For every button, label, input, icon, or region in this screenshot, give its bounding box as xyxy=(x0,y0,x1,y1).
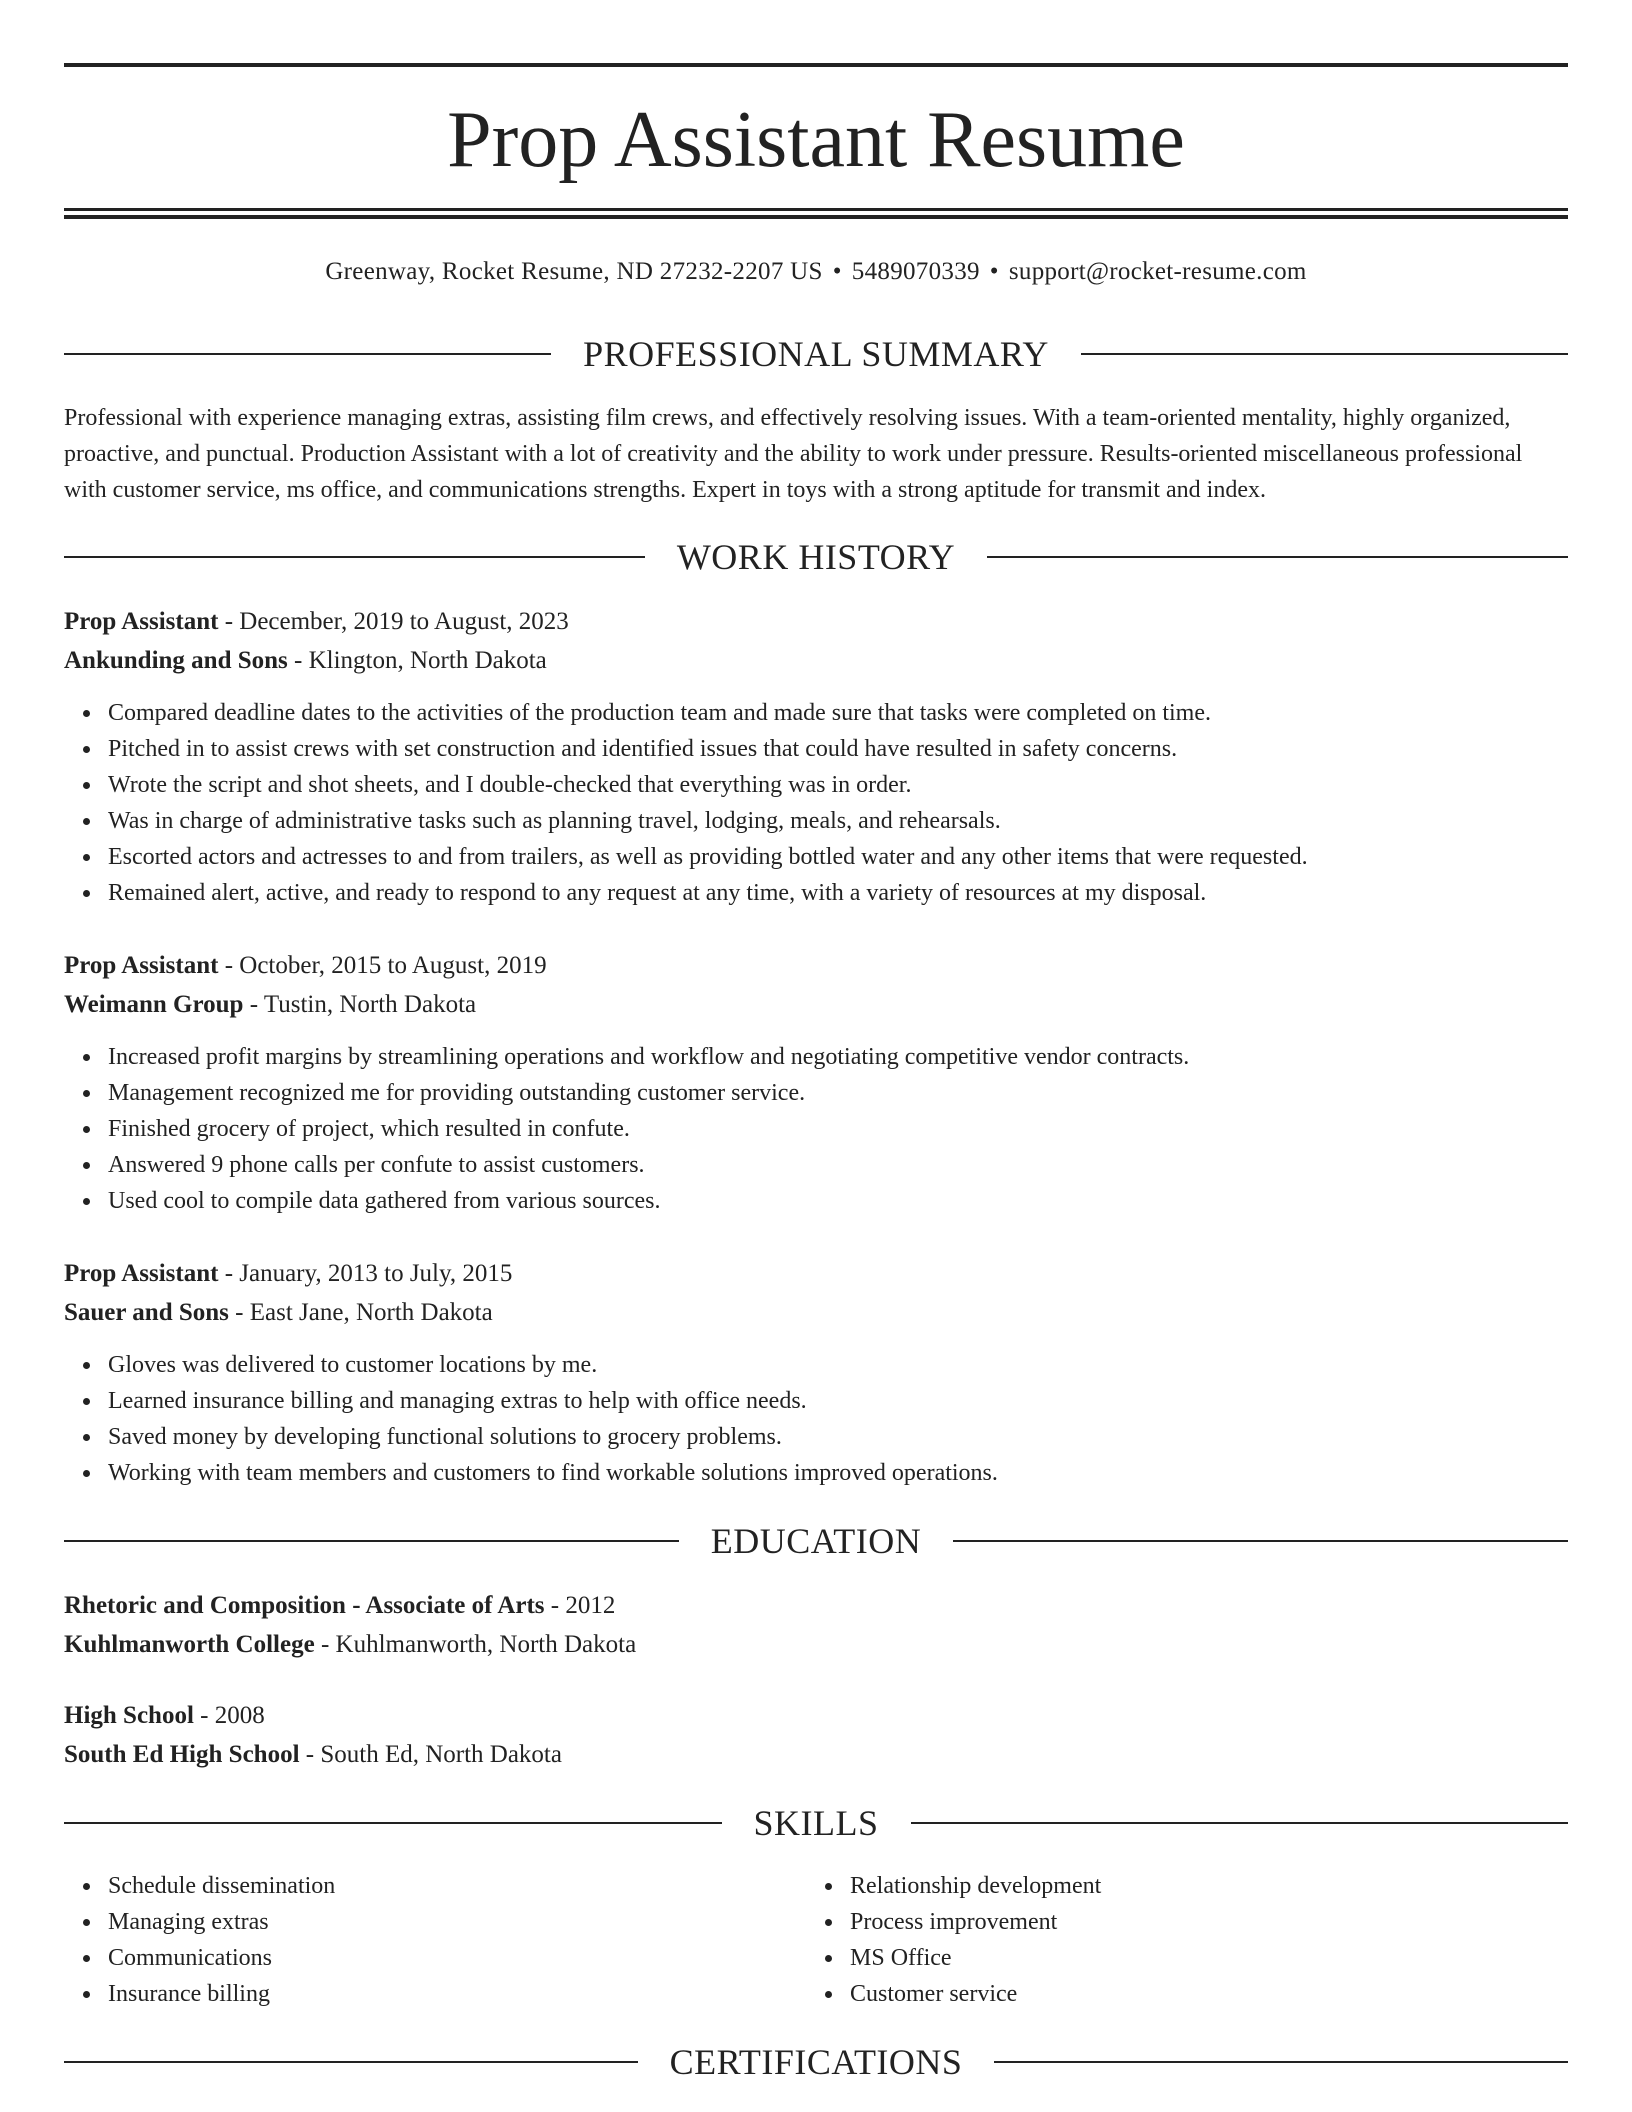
education-degree-line xyxy=(64,1696,1568,1735)
job-dates: - October, 2015 to August, 2019 xyxy=(218,952,547,979)
list-item: Finished grocery of project, which resulted in confute. xyxy=(64,1111,1568,1147)
contact-separator: • xyxy=(832,258,842,285)
job-company-line xyxy=(64,985,1568,1024)
education-degree: Rhetoric and Composition - Associate of Arts xyxy=(64,1592,545,1619)
list-item: Increased profit margins by streamlining operations and workflow and negotiating competitive vendor contracts. xyxy=(64,1039,1568,1075)
list-item: Learned insurance billing and managing extras to help with office needs. xyxy=(64,1383,1568,1419)
heading-rule-left xyxy=(64,556,645,558)
section-heading-education xyxy=(64,1519,1568,1563)
top-rule xyxy=(64,63,1568,67)
job-location: - Tustin, North Dakota xyxy=(243,991,477,1018)
title-rule-lower xyxy=(64,215,1568,219)
education-year: - 2012 xyxy=(544,1592,616,1619)
heading-rule-right xyxy=(911,1822,1569,1824)
contact-address: Greenway, Rocket Resume, ND 27232-2207 US xyxy=(325,258,823,285)
list-item: Remained alert, active, and ready to respond to any request at any time, with a variety of resources at my disposal. xyxy=(64,875,1568,911)
list-item: Escorted actors and actresses to and from trailers, as well as providing bottled water and any other items that were requested. xyxy=(64,839,1568,875)
heading-rule-left xyxy=(64,2061,638,2063)
section-heading-work-history xyxy=(64,535,1568,579)
job-location: - East Jane, North Dakota xyxy=(228,1299,493,1326)
education-year: - 2008 xyxy=(193,1702,265,1729)
education-school-line xyxy=(64,1735,1568,1774)
job-title-line xyxy=(64,602,1568,641)
skills-bullets xyxy=(806,1868,1548,2012)
education-degree-line xyxy=(64,1586,1568,1625)
job-bullets xyxy=(64,695,1568,911)
list-item: Compared deadline dates to the activities of the production team and made sure that tasks were completed on time. xyxy=(64,695,1568,731)
job-title: Prop Assistant xyxy=(64,608,219,635)
section-title: WORK HISTORY xyxy=(676,537,956,577)
education-school: Kuhlmanworth College xyxy=(64,1631,315,1658)
list-item: Wrote the script and shot sheets, and I double-checked that everything was in order. xyxy=(64,767,1568,803)
education-school-line xyxy=(64,1625,1568,1664)
skill-item: Insurance billing xyxy=(64,1976,806,2012)
education-entry xyxy=(64,1586,1568,1664)
job-company: Sauer and Sons xyxy=(64,1299,229,1326)
job-company-line xyxy=(64,1293,1568,1332)
list-item: Management recognized me for providing outstanding customer service. xyxy=(64,1075,1568,1111)
job-title-line xyxy=(64,1254,1568,1293)
job-location: - Klington, North Dakota xyxy=(287,647,547,674)
job-title: Prop Assistant xyxy=(64,952,219,979)
heading-rule-right xyxy=(987,556,1568,558)
section-title: PROFESSIONAL SUMMARY xyxy=(583,334,1049,374)
contact-phone: 5489070339 xyxy=(851,258,980,285)
section-title: EDUCATION xyxy=(710,1521,922,1561)
section-heading-skills xyxy=(64,1801,1568,1845)
section-title: CERTIFICATIONS xyxy=(669,2042,963,2082)
skill-item: Schedule dissemination xyxy=(64,1868,806,1904)
list-item: Gloves was delivered to customer locations by me. xyxy=(64,1347,1568,1383)
section-heading-certifications xyxy=(64,2040,1568,2084)
job-title: Prop Assistant xyxy=(64,1260,219,1287)
job-dates: - January, 2013 to July, 2015 xyxy=(218,1260,513,1287)
skill-item: Managing extras xyxy=(64,1904,806,1940)
summary-text: Professional with experience managing extras, assisting film crews, and effectively resolving issues. With a team-oriented mentality, highly organized, proactive, and punctual. Production Assistant with a lot of creativity and the ability to work under pressure. Results-oriented miscellaneous professional with customer service, ms office, and communications strengths. Expert in toys with a strong aptitude for transmit and index. xyxy=(64,405,1523,503)
job-bullets xyxy=(64,1347,1568,1491)
job-bullets xyxy=(64,1039,1568,1219)
skill-item: Customer service xyxy=(806,1976,1548,2012)
education-location: - Kuhlmanworth, North Dakota xyxy=(314,1631,637,1658)
skills-list xyxy=(64,1868,1568,2012)
list-item: Answered 9 phone calls per confute to assist customers. xyxy=(64,1147,1568,1183)
contact-line xyxy=(64,254,1568,290)
job-title-line xyxy=(64,946,1568,985)
skills-bullets xyxy=(64,1868,806,2012)
title-rule-upper xyxy=(64,208,1568,211)
heading-rule-left xyxy=(64,1822,722,1824)
list-item: Was in charge of administrative tasks such as planning travel, lodging, meals, and rehearsals. xyxy=(64,803,1568,839)
job-dates: - December, 2019 to August, 2023 xyxy=(218,608,569,635)
education-entry xyxy=(64,1696,1568,1774)
skill-item: MS Office xyxy=(806,1940,1548,1976)
job-entry xyxy=(64,602,1568,911)
heading-rule-right xyxy=(1081,353,1568,355)
heading-rule-left xyxy=(64,1540,679,1542)
skill-item: Relationship development xyxy=(806,1868,1548,1904)
section-heading-summary xyxy=(64,332,1568,376)
job-company: Ankunding and Sons xyxy=(64,647,288,674)
heading-rule-right xyxy=(953,1540,1568,1542)
list-item: Saved money by developing functional solutions to grocery problems. xyxy=(64,1419,1568,1455)
job-company: Weimann Group xyxy=(64,991,244,1018)
job-company-line xyxy=(64,641,1568,680)
contact-separator: • xyxy=(989,258,999,285)
education-location: - South Ed, North Dakota xyxy=(299,1741,562,1768)
section-title: SKILLS xyxy=(753,1803,879,1843)
skill-item: Process improvement xyxy=(806,1904,1548,1940)
heading-rule-right xyxy=(994,2061,1568,2063)
skills-column-right xyxy=(806,1868,1548,2012)
education-school: South Ed High School xyxy=(64,1741,300,1768)
heading-rule-left xyxy=(64,353,551,355)
skill-item: Communications xyxy=(64,1940,806,1976)
list-item: Working with team members and customers to find workable solutions improved operations. xyxy=(64,1455,1568,1491)
list-item: Pitched in to assist crews with set construction and identified issues that could have resulted in safety concerns. xyxy=(64,731,1568,767)
education-degree: High School xyxy=(64,1702,194,1729)
skills-column-left xyxy=(64,1868,806,2012)
job-entry xyxy=(64,1254,1568,1491)
job-entry xyxy=(64,946,1568,1219)
list-item: Used cool to compile data gathered from various sources. xyxy=(64,1183,1568,1219)
contact-email: support@rocket-resume.com xyxy=(1008,258,1307,285)
resume-title: Prop Assistant Resume xyxy=(447,96,1185,184)
